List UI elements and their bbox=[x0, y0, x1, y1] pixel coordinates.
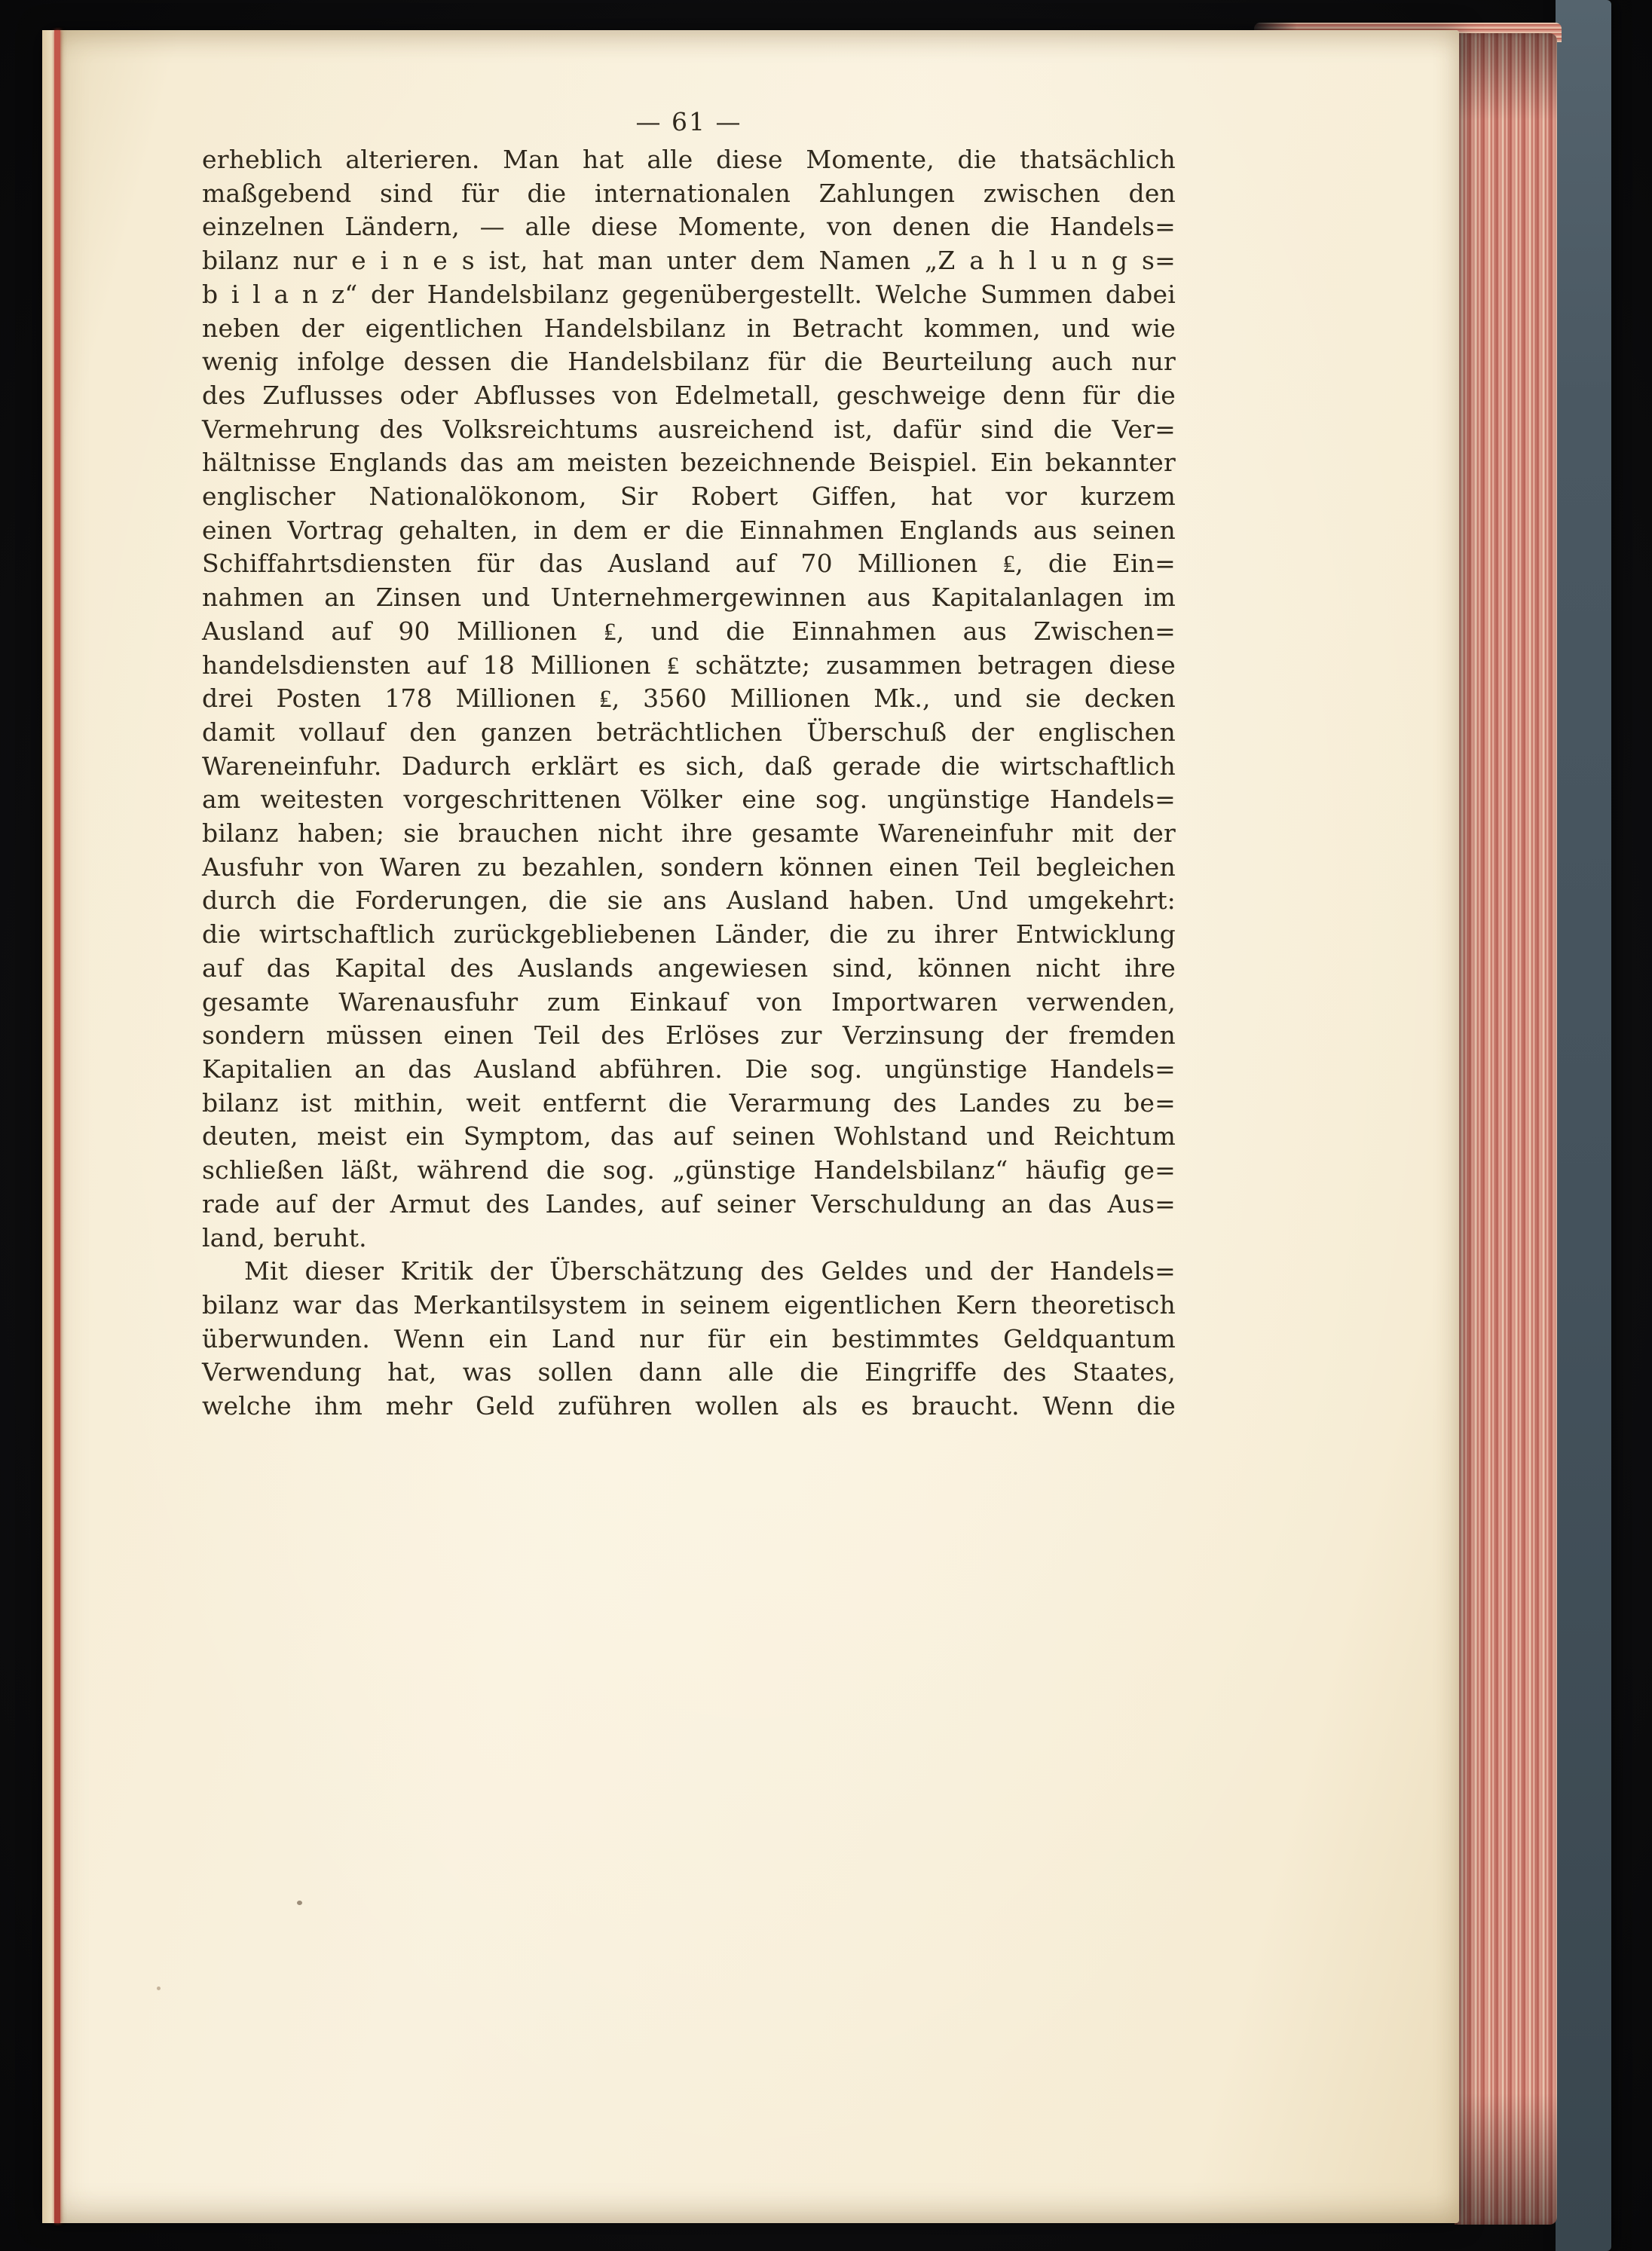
text-line: durch die Forderungen, die sie ans Ausland haben. Und umgekehrt: bbox=[202, 885, 1176, 916]
text-line: einzelnen Ländern, — alle diese Momente, von denen die Handels= bbox=[202, 212, 1176, 242]
text-line: Ausland auf 90 Millionen ₤, und die Einnahmen aus Zwischen= bbox=[202, 616, 1176, 646]
text-line: Wareneinfuhr. Dadurch erklärt es sich, daß gerade die wirtschaftlich bbox=[202, 751, 1176, 781]
text-line: welche ihm mehr Geld zuführen wollen als es braucht. Wenn die bbox=[202, 1391, 1176, 1421]
text-line: Verwendung hat, was sollen dann alle die Eingriffe des Staates, bbox=[202, 1357, 1176, 1387]
text-line: neben der eigentlichen Handelsbilanz in Betracht kommen, und wie bbox=[202, 313, 1176, 343]
text-line: sondern müssen einen Teil des Erlöses zur Verzinsung der fremden bbox=[202, 1020, 1176, 1051]
text-line: rade auf der Armut des Landes, auf seiner Verschuldung an das Aus= bbox=[202, 1188, 1176, 1219]
text-line: deuten, meist ein Symptom, das auf seinen Wohlstand und Reichtum bbox=[202, 1121, 1176, 1151]
ink-speck bbox=[297, 1901, 302, 1905]
text-line: hältnisse Englands das am meisten bezeichnende Beispiel. Ein bekannter bbox=[202, 448, 1176, 478]
text-line: bilanz haben; sie brauchen nicht ihre gesamte Wareneinfuhr mit der bbox=[202, 818, 1176, 849]
text-line: einen Vortrag gehalten, in dem er die Einnahmen Englands aus seinen bbox=[202, 515, 1176, 545]
ink-speck bbox=[157, 1986, 161, 1990]
text-line: auf das Kapital des Auslands angewiesen sind, können nicht ihre bbox=[202, 953, 1176, 983]
text-line: bilanz war das Merkantilsystem in seinem eigentlichen Kern theoretisch bbox=[202, 1289, 1176, 1320]
text-line: Vermehrung des Volksreichtums ausreichend ist, dafür sind die Ver= bbox=[202, 414, 1176, 444]
text-line: land, beruht. bbox=[202, 1222, 367, 1252]
text-line: die wirtschaftlich zurückgebliebenen Länder, die zu ihrer Entwicklung bbox=[202, 919, 1176, 950]
text-line: des Zuflusses oder Abflusses von Edelmetall, geschweige denn für die bbox=[202, 380, 1176, 410]
page-number: — 61 — bbox=[635, 107, 742, 136]
text-line: maßgebend sind für die internationalen Zahlungen zwischen den bbox=[202, 178, 1176, 208]
gutter-red-line bbox=[54, 30, 60, 2223]
book-page bbox=[42, 30, 1459, 2223]
text-line: nahmen an Zinsen und Unternehmergewinnen aus Kapitalanlagen im bbox=[202, 583, 1176, 613]
text-line: Mit dieser Kritik der Überschätzung des Geldes und der Handels= bbox=[244, 1256, 1176, 1286]
page-fore-edges-red bbox=[1455, 33, 1557, 2225]
body-text bbox=[202, 143, 1176, 1424]
text-line: englischer Nationalökonom, Sir Robert Giffen, hat vor kurzem bbox=[202, 482, 1176, 512]
text-line: Schiffahrtsdiensten für das Ausland auf 70 Millionen ₤, die Ein= bbox=[202, 549, 1176, 579]
text-line: b i l a n z“ der Handelsbilanz gegenübergestellt. Welche Summen dabei bbox=[202, 279, 1176, 309]
text-line: handelsdiensten auf 18 Millionen ₤ schätzte; zusammen betragen diese bbox=[202, 650, 1176, 680]
text-line: überwunden. Wenn ein Land nur für ein bestimmtes Geldquantum bbox=[202, 1323, 1176, 1353]
text-line: Ausfuhr von Waren zu bezahlen, sondern können einen Teil begleichen bbox=[202, 852, 1176, 882]
text-line: bilanz nur e i n e s ist, hat man unter dem Namen „Z a h l u n g s= bbox=[202, 246, 1176, 276]
book-cover-edge bbox=[1556, 0, 1611, 2251]
text-line: schließen läßt, während die sog. „günstige Handelsbilanz“ häufig ge= bbox=[202, 1155, 1176, 1185]
text-line: erheblich alterieren. Man hat alle diese Momente, die thatsächlich bbox=[202, 145, 1176, 174]
text-line: wenig infolge dessen die Handelsbilanz für die Beurteilung auch nur bbox=[202, 347, 1176, 377]
text-line: gesamte Warenausfuhr zum Einkauf von Importwaren verwenden, bbox=[202, 986, 1176, 1017]
text-line: am weitesten vorgeschrittenen Völker eine sog. ungünstige Handels= bbox=[202, 784, 1176, 815]
text-line: bilanz ist mithin, weit entfernt die Verarmung des Landes zu be= bbox=[202, 1087, 1176, 1118]
text-line: Kapitalien an das Ausland abführen. Die sog. ungünstige Handels= bbox=[202, 1054, 1176, 1084]
text-line: drei Posten 178 Millionen ₤, 3560 Millionen Mk., und sie decken bbox=[202, 684, 1176, 714]
gutter-shade bbox=[42, 30, 54, 2223]
text-line: damit vollauf den ganzen beträchtlichen Überschuß der englischen bbox=[202, 717, 1176, 747]
